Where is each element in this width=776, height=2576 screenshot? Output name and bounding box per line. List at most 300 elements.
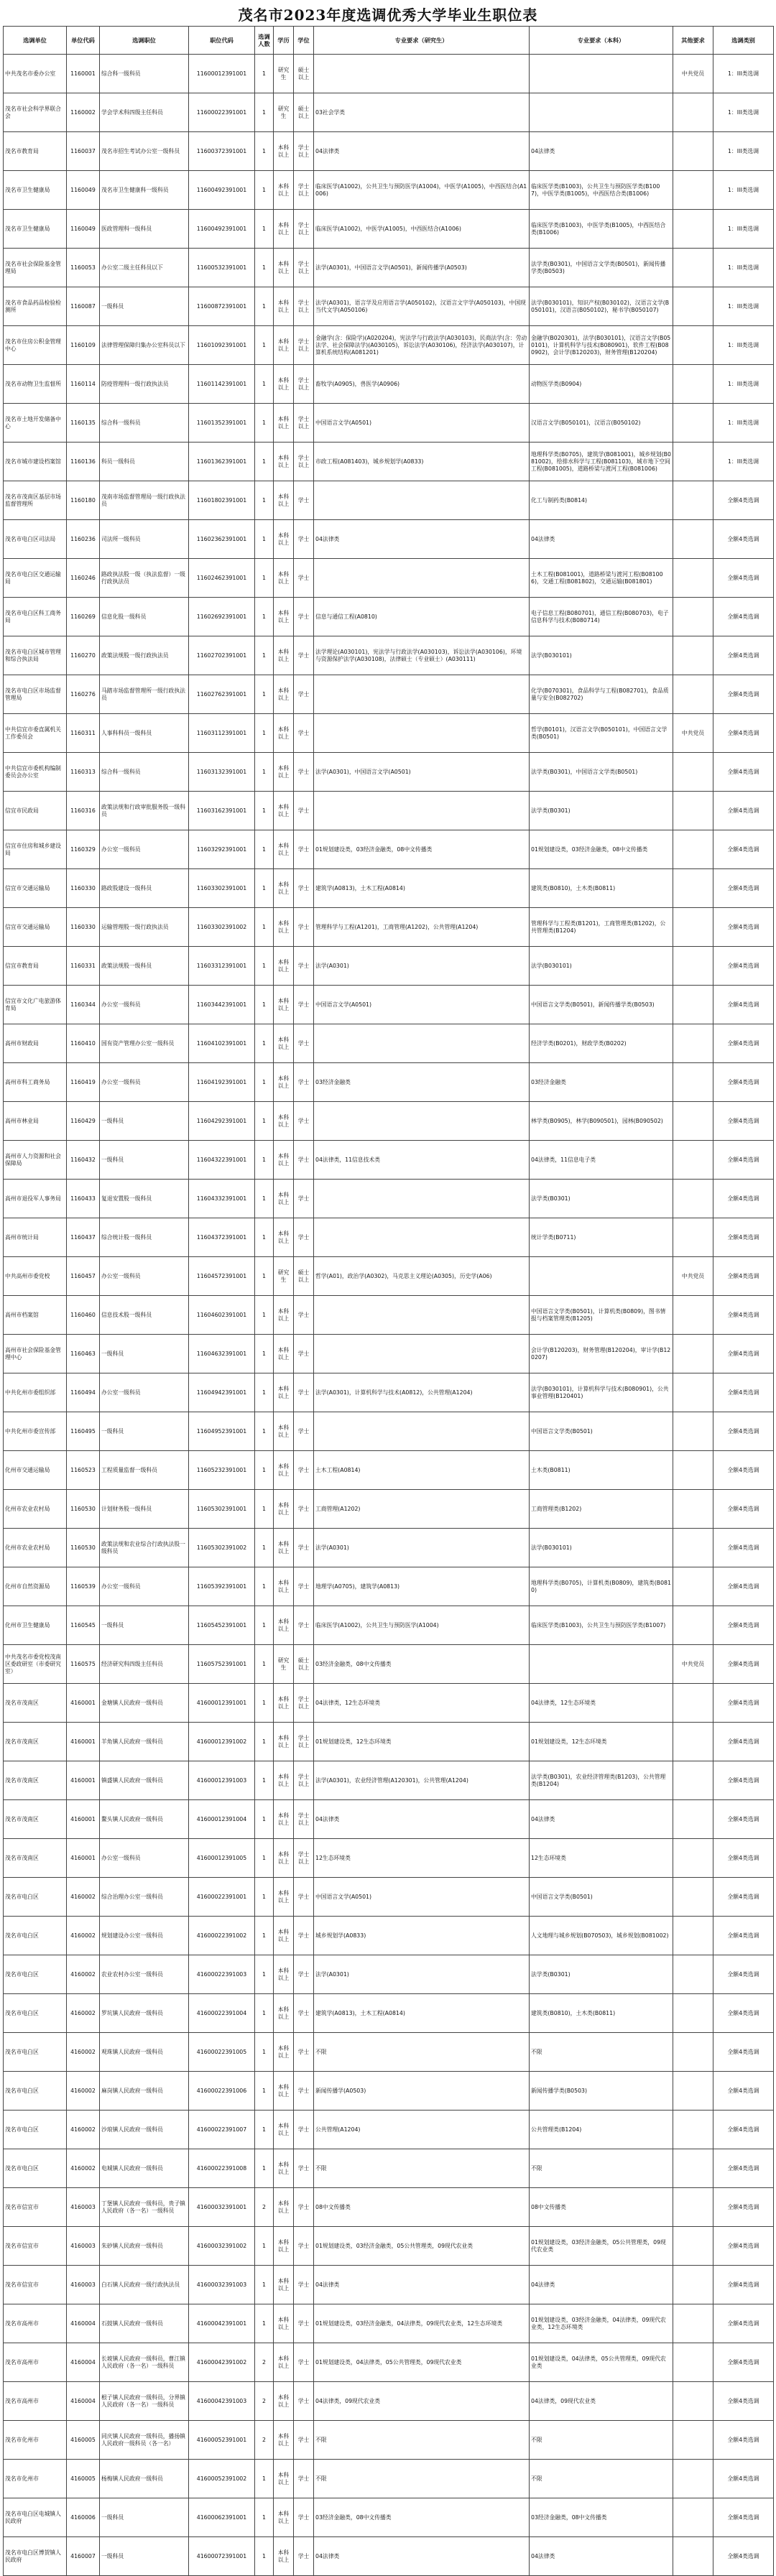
cell-degree: 学士以上: [294, 171, 314, 210]
cell-position-name: 一级科员: [100, 2498, 189, 2537]
cell-other-requirement: [673, 2149, 713, 2188]
cell-position-name: 工程质量监督一级科员: [100, 1451, 189, 1490]
cell-unit-name: 茂名市卫生健康局: [4, 171, 67, 210]
cell-major-undergraduate: 不限: [530, 2149, 673, 2188]
cell-quota: 1: [255, 1373, 274, 1412]
cell-major-graduate: 建筑学(A0813)，土木工程(A0814): [314, 869, 530, 908]
cell-selection-type: 全额4类选调: [713, 830, 774, 869]
cell-position-code: 11600012391001: [189, 55, 255, 93]
cell-other-requirement: [673, 2304, 713, 2343]
cell-other-requirement: [673, 1296, 713, 1335]
cell-unit-name: 中共信宜市委直属机关工作委员会: [4, 714, 67, 753]
cell-quota: 1: [255, 2537, 274, 2576]
cell-position-code: 11604332391001: [189, 1180, 255, 1218]
cell-unit-name: 高州市科工商务局: [4, 1063, 67, 1102]
cell-education: 本科以上: [274, 792, 294, 830]
cell-education: 本科以上: [274, 1102, 294, 1141]
cell-degree: 学士: [294, 2460, 314, 2498]
cell-other-requirement: [673, 2033, 713, 2072]
cell-unit-name: 茂名市电白区: [4, 1994, 67, 2033]
cell-position-name: 经济研究科四级主任科员: [100, 1645, 189, 1684]
cell-other-requirement: [673, 598, 713, 636]
cell-major-undergraduate: 地理科学类(B0705)，建筑学(B081001)，城乡规划(B081002)，给排水科学与工程(B081103)，城市地下空间工程(B081005)，道路桥梁与渡河工程(B081006): [530, 443, 673, 481]
cell-unit-code: 4160004: [67, 2382, 100, 2421]
cell-position-name: 学会学术科四级主任科员: [100, 93, 189, 132]
cell-other-requirement: [673, 2382, 713, 2421]
cell-education: 本科以上: [274, 1917, 294, 1955]
cell-unit-name: 茂名市电白区: [4, 1878, 67, 1917]
cell-unit-name: 信宜市教育局: [4, 947, 67, 986]
cell-degree: 学士: [294, 1412, 314, 1451]
table-row: [4, 1024, 774, 1063]
cell-degree: 学士: [294, 1567, 314, 1606]
cell-position-code: 11600492391001: [189, 171, 255, 210]
cell-position-code: 11604322391001: [189, 1141, 255, 1180]
cell-major-undergraduate: [530, 55, 673, 93]
table-row: [4, 714, 774, 753]
cell-other-requirement: [673, 1412, 713, 1451]
table-row: [4, 1451, 774, 1490]
cell-unit-name: 茂名市电白区: [4, 1955, 67, 1994]
cell-major-undergraduate: 土木工程(B081001)，道路桥梁与渡河工程(B081006)，交通工程(B081802)，交通运输(B081801): [530, 559, 673, 598]
cell-unit-name: 化州市农业农村局: [4, 1529, 67, 1567]
cell-selection-type: 全额4类选调: [713, 636, 774, 675]
cell-degree: 学士以上: [294, 1839, 314, 1878]
cell-quota: 1: [255, 792, 274, 830]
cell-education: 本科以上: [274, 1800, 294, 1839]
cell-other-requirement: [673, 2498, 713, 2537]
cell-major-undergraduate: 地理科学类(B0705)，计算机类(B0809)，建筑类(B0810): [530, 1567, 673, 1606]
cell-position-name: 一级科员: [100, 287, 189, 326]
cell-position-code: 11605302391002: [189, 1529, 255, 1567]
cell-selection-type: 全额4类选调: [713, 1490, 774, 1529]
cell-unit-code: 1160109: [67, 326, 100, 365]
cell-major-graduate: [314, 1412, 530, 1451]
cell-unit-name: 茂名市电白区: [4, 2033, 67, 2072]
cell-degree: 学士: [294, 2188, 314, 2227]
cell-education: 本科以上: [274, 2343, 294, 2382]
cell-major-graduate: [314, 1102, 530, 1141]
cell-degree: 学士: [294, 1529, 314, 1567]
cell-quota: 1: [255, 675, 274, 714]
header-col-education: 学历: [274, 27, 294, 55]
cell-quota: 1: [255, 1994, 274, 2033]
cell-unit-name: 高州市人力资源和社会保障局: [4, 1141, 67, 1180]
cell-selection-type: 全额4类选调: [713, 520, 774, 559]
cell-education: 本科以上: [274, 404, 294, 443]
cell-unit-name: 茂名市电白区: [4, 2111, 67, 2149]
cell-quota: 1: [255, 1102, 274, 1141]
cell-unit-code: 1160087: [67, 287, 100, 326]
cell-education: 本科以上: [274, 2304, 294, 2343]
cell-degree: 学士: [294, 1063, 314, 1102]
cell-unit-name: 茂名市电白区交通运输局: [4, 559, 67, 598]
cell-position-code: 41600072391001: [189, 2537, 255, 2576]
cell-education: 本科以上: [274, 2266, 294, 2304]
cell-selection-type: 全额4类选调: [713, 1800, 774, 1839]
cell-major-undergraduate: [530, 93, 673, 132]
cell-position-code: 41600032391001: [189, 2188, 255, 2227]
cell-unit-code: 1160523: [67, 1451, 100, 1490]
cell-degree: 学士: [294, 1102, 314, 1141]
cell-major-graduate: 01规划建设类，03经济金融类，04法律类，09现代农业类，12生态环境类: [314, 2304, 530, 2343]
table-row: [4, 2304, 774, 2343]
cell-major-undergraduate: [530, 1257, 673, 1296]
cell-other-requirement: [673, 1994, 713, 2033]
cell-major-graduate: [314, 55, 530, 93]
cell-unit-name: 茂名市高州市: [4, 2304, 67, 2343]
table-row: [4, 792, 774, 830]
cell-quota: 1: [255, 830, 274, 869]
cell-major-graduate: 03经济金融类: [314, 1063, 530, 1102]
cell-other-requirement: [673, 1063, 713, 1102]
cell-major-graduate: [314, 481, 530, 520]
cell-major-undergraduate: 法学类(B0301): [530, 1955, 673, 1994]
cell-selection-type: 全额4类选调: [713, 2421, 774, 2460]
cell-education: 本科以上: [274, 1994, 294, 2033]
cell-position-name: 丁堡镇人民政府一级科员，贵子镇人民政府（各一名）一级科员: [100, 2188, 189, 2227]
cell-degree: 学士: [294, 1878, 314, 1917]
cell-position-name: 复退安置股一级科员: [100, 1180, 189, 1218]
cell-major-graduate: 04法律类，12生态环境类: [314, 1684, 530, 1723]
cell-major-undergraduate: 管理科学与工程类(B1201)，工商管理类(B1202)，公共管理类(B1204): [530, 908, 673, 947]
cell-degree: 学士: [294, 986, 314, 1024]
header-col-major-graduate: 专业要求（研究生）: [314, 27, 530, 55]
cell-unit-code: 1160269: [67, 598, 100, 636]
cell-degree: 学士: [294, 1917, 314, 1955]
cell-education: 本科以上: [274, 132, 294, 171]
cell-position-name: 沙琅镇人民政府一级科员: [100, 2111, 189, 2149]
cell-major-graduate: 03经济金融类，08中文传播类: [314, 2498, 530, 2537]
cell-degree: 学士: [294, 1955, 314, 1994]
cell-position-name: 人事科科员一级科员: [100, 714, 189, 753]
cell-major-undergraduate: 01规划建设类，04法律类，05公共管理类，09现代农业类: [530, 2343, 673, 2382]
cell-quota: 1: [255, 1024, 274, 1063]
cell-position-name: 政策法规股一级行政执法员: [100, 636, 189, 675]
cell-selection-type: 全额4类选调: [713, 1257, 774, 1296]
cell-quota: 1: [255, 287, 274, 326]
cell-degree: 学士: [294, 2343, 314, 2382]
cell-position-name: 长坡镇人民政府一级科员，曹江镇人民政府（各一名）一级科员: [100, 2343, 189, 2382]
cell-degree: 学士以上: [294, 1684, 314, 1723]
cell-unit-code: 1160545: [67, 1606, 100, 1645]
cell-education: 本科以上: [274, 1955, 294, 1994]
cell-position-name: 办公室一级科员: [100, 1063, 189, 1102]
cell-major-undergraduate: 08中文传播类: [530, 2188, 673, 2227]
cell-degree: 学士: [294, 2304, 314, 2343]
cell-unit-code: 1160236: [67, 520, 100, 559]
cell-unit-name: 茂名市茂南区: [4, 1723, 67, 1761]
cell-unit-code: 1160530: [67, 1490, 100, 1529]
cell-major-graduate: 04法律类: [314, 2266, 530, 2304]
cell-unit-code: 1160433: [67, 1180, 100, 1218]
cell-unit-code: 1160429: [67, 1102, 100, 1141]
cell-position-code: 41600012391005: [189, 1839, 255, 1878]
cell-position-name: 政策法规股一级科员: [100, 947, 189, 986]
cell-unit-name: 化州市自然资源局: [4, 1567, 67, 1606]
cell-quota: 1: [255, 481, 274, 520]
cell-selection-type: 全额4类选调: [713, 1684, 774, 1723]
cell-education: 本科以上: [274, 636, 294, 675]
cell-unit-name: 茂名市电白区: [4, 1917, 67, 1955]
cell-education: 本科以上: [274, 1567, 294, 1606]
cell-major-graduate: 信息与通信工程(A0810): [314, 598, 530, 636]
cell-education: 本科以上: [274, 908, 294, 947]
cell-position-name: 国有资产管理办公室一级科员: [100, 1024, 189, 1063]
cell-major-undergraduate: 12生态环境类: [530, 1839, 673, 1878]
cell-major-graduate: 临床医学(A1002)，中医学(A1005)，中西医结合(A1006): [314, 210, 530, 249]
cell-selection-type: 全额4类选调: [713, 1529, 774, 1567]
cell-quota: 2: [255, 2421, 274, 2460]
cell-degree: 学士: [294, 830, 314, 869]
cell-major-undergraduate: 金融学(B020301)，法学(B030101)，汉语言文学(B050101)，计算机科学与技术(B080901)，软件工程(B080902)，会计学(B120203)，财务管理(B120204): [530, 326, 673, 365]
cell-position-name: 石鼓镇人民政府一级科员: [100, 2304, 189, 2343]
cell-education: 本科以上: [274, 1606, 294, 1645]
cell-other-requirement: [673, 947, 713, 986]
cell-unit-code: 1160037: [67, 132, 100, 171]
cell-major-undergraduate: 建筑类(B0810)，土木类(B0811): [530, 1994, 673, 2033]
cell-selection-type: 全额4类选调: [713, 1218, 774, 1257]
cell-degree: 学士: [294, 792, 314, 830]
table-row: [4, 2343, 774, 2382]
cell-education: 本科以上: [274, 1723, 294, 1761]
cell-unit-name: 中共化州市委宣传部: [4, 1412, 67, 1451]
cell-unit-code: 1160135: [67, 404, 100, 443]
table-row: [4, 559, 774, 598]
cell-position-name: 办公室一级科员: [100, 1373, 189, 1412]
cell-position-code: 41600012391003: [189, 1761, 255, 1800]
table-row: [4, 1180, 774, 1218]
cell-selection-type: 1：III类选调: [713, 326, 774, 365]
table-row: [4, 1412, 774, 1451]
cell-degree: 学士: [294, 1373, 314, 1412]
cell-other-requirement: 中共党员: [673, 1257, 713, 1296]
cell-unit-code: 1160575: [67, 1645, 100, 1684]
cell-degree: 学士: [294, 481, 314, 520]
cell-selection-type: 全额4类选调: [713, 714, 774, 753]
cell-selection-type: 1：III类选调: [713, 171, 774, 210]
cell-education: 本科以上: [274, 2537, 294, 2576]
cell-major-graduate: 01规划建设类，03经济金融类，05公共管理类，09现代农业类: [314, 2227, 530, 2266]
cell-unit-code: 4160003: [67, 2266, 100, 2304]
cell-degree: 学士以上: [294, 1723, 314, 1761]
cell-position-code: 11604102391001: [189, 1024, 255, 1063]
cell-position-name: 一级科员: [100, 1412, 189, 1451]
cell-unit-code: 4160001: [67, 1684, 100, 1723]
cell-position-name: 一级科员: [100, 2537, 189, 2576]
cell-major-undergraduate: 01规划建设类，03经济金融类，08中文传播类: [530, 830, 673, 869]
table-row: [4, 2537, 774, 2576]
cell-selection-type: 1：III类选调: [713, 287, 774, 326]
table-row: [4, 2072, 774, 2111]
cell-major-undergraduate: 临床医学类(B1003)，公共卫生与预防医学类(B1007): [530, 1606, 673, 1645]
cell-education: 本科以上: [274, 2111, 294, 2149]
cell-position-code: 11603312391001: [189, 947, 255, 986]
table-row: [4, 481, 774, 520]
cell-degree: 学士: [294, 1606, 314, 1645]
table-row: [4, 171, 774, 210]
cell-education: 本科以上: [274, 2382, 294, 2421]
page-title: 茂名市2023年度选调优秀大学毕业生职位表: [238, 6, 538, 24]
cell-education: 本科以上: [274, 1490, 294, 1529]
cell-major-graduate: 金融学(含：保险学)(A020204)，宪法学与行政法学(A030103)，民商法学(含：劳动法学、社会保障法学)(A030105)，诉讼法学(A030106)，经济法学(A030107)，计算机系统结构(A081201): [314, 326, 530, 365]
cell-other-requirement: [673, 1490, 713, 1529]
cell-selection-type: 全额4类选调: [713, 1373, 774, 1412]
cell-position-code: 11604942391001: [189, 1373, 255, 1412]
cell-unit-code: 1160419: [67, 1063, 100, 1102]
cell-other-requirement: [673, 1373, 713, 1412]
cell-position-code: 41600042391001: [189, 2304, 255, 2343]
cell-unit-code: 1160049: [67, 171, 100, 210]
cell-unit-name: 茂名市卫生健康局: [4, 210, 67, 249]
cell-selection-type: 全额4类选调: [713, 1335, 774, 1373]
table-row: [4, 1955, 774, 1994]
cell-education: 本科以上: [274, 947, 294, 986]
cell-quota: 1: [255, 1723, 274, 1761]
cell-selection-type: 全额4类选调: [713, 1878, 774, 1917]
cell-position-name: 办公室一级科员: [100, 1257, 189, 1296]
cell-major-graduate: 哲学(A01)，政治学(A0302)，马克思主义理论(A0305)，历史学(A06): [314, 1257, 530, 1296]
cell-quota: 1: [255, 1684, 274, 1723]
cell-quota: 1: [255, 1955, 274, 1994]
cell-degree: 学士: [294, 2111, 314, 2149]
table-row: [4, 287, 774, 326]
cell-position-name: 同庆镇人民政府一级科员，播扬镇人民政府一级科员（各一名）: [100, 2421, 189, 2460]
cell-selection-type: 全额4类选调: [713, 1024, 774, 1063]
cell-position-name: 一级科员: [100, 1102, 189, 1141]
cell-major-graduate: [314, 792, 530, 830]
cell-other-requirement: [673, 1878, 713, 1917]
cell-quota: 1: [255, 598, 274, 636]
table-row: [4, 1218, 774, 1257]
cell-selection-type: 全额4类选调: [713, 1955, 774, 1994]
cell-education: 研究生: [274, 1645, 294, 1684]
table-row: [4, 1529, 774, 1567]
cell-other-requirement: [673, 559, 713, 598]
cell-selection-type: 全额4类选调: [713, 2111, 774, 2149]
table-row: [4, 2188, 774, 2227]
cell-position-code: 41600012391004: [189, 1800, 255, 1839]
cell-unit-code: 1160049: [67, 210, 100, 249]
cell-major-graduate: 临床医学(A1002)，公共卫生与预防医学(A1004): [314, 1606, 530, 1645]
cell-unit-code: 1160539: [67, 1567, 100, 1606]
cell-position-code: 11604602391001: [189, 1296, 255, 1335]
cell-unit-name: 茂名市信宜市: [4, 2266, 67, 2304]
cell-unit-name: 茂名市化州市: [4, 2460, 67, 2498]
cell-unit-code: 4160001: [67, 1839, 100, 1878]
cell-selection-type: 1：III类选调: [713, 93, 774, 132]
cell-degree: 学士以上: [294, 404, 314, 443]
cell-other-requirement: [673, 636, 713, 675]
cell-other-requirement: [673, 404, 713, 443]
table-row: [4, 869, 774, 908]
cell-major-undergraduate: 新闻传播学类(B0503): [530, 2072, 673, 2111]
cell-quota: 1: [255, 2266, 274, 2304]
cell-major-undergraduate: 04法律类，11信息电子类: [530, 1141, 673, 1180]
cell-selection-type: 全额4类选调: [713, 2498, 774, 2537]
cell-position-code: 11600532391001: [189, 249, 255, 287]
cell-selection-type: 全额4类选调: [713, 1180, 774, 1218]
cell-unit-code: 4160005: [67, 2421, 100, 2460]
cell-education: 本科以上: [274, 1412, 294, 1451]
cell-quota: 1: [255, 1917, 274, 1955]
cell-position-code: 11605452391001: [189, 1606, 255, 1645]
cell-major-graduate: 不限: [314, 2460, 530, 2498]
cell-major-undergraduate: 04法律类，09现代农业类: [530, 2382, 673, 2421]
cell-other-requirement: [673, 2421, 713, 2460]
cell-other-requirement: [673, 481, 713, 520]
cell-other-requirement: [673, 520, 713, 559]
cell-position-name: 防疫管理科一级行政执法员: [100, 365, 189, 404]
cell-major-graduate: 12生态环境类: [314, 1839, 530, 1878]
cell-major-undergraduate: 临床医学类(B1003)，公共卫生与预防医学类(B1007)，中医学类(B1005)，中西医结合类(B1006): [530, 171, 673, 210]
header-col-major-undergraduate: 专业要求（本科）: [530, 27, 673, 55]
cell-degree: 学士: [294, 1218, 314, 1257]
cell-position-code: 11605302391001: [189, 1490, 255, 1529]
cell-position-code: 11603112391001: [189, 714, 255, 753]
cell-position-code: 11603162391001: [189, 792, 255, 830]
cell-degree: 学士: [294, 2382, 314, 2421]
cell-major-undergraduate: 汉语言文学(B050101)，汉语言(B050102): [530, 404, 673, 443]
cell-degree: 学士: [294, 1994, 314, 2033]
cell-selection-type: 1：III类选调: [713, 404, 774, 443]
cell-position-code: 41600052391001: [189, 2421, 255, 2460]
cell-unit-code: 4160002: [67, 2149, 100, 2188]
cell-degree: 学士: [294, 2537, 314, 2576]
cell-quota: 1: [255, 1257, 274, 1296]
cell-position-name: 马踏市场监督管理所一级行政执法员: [100, 675, 189, 714]
cell-position-code: 11604292391001: [189, 1102, 255, 1141]
cell-position-name: 路政执法股一级（执法监督）一级行政执法员: [100, 559, 189, 598]
cell-unit-name: 高州市财政局: [4, 1024, 67, 1063]
cell-unit-code: 1160316: [67, 792, 100, 830]
cell-quota: 1: [255, 2498, 274, 2537]
cell-major-graduate: 地理学(A0705)，建筑学(A0813): [314, 1567, 530, 1606]
cell-other-requirement: [673, 1024, 713, 1063]
cell-quota: 2: [255, 2382, 274, 2421]
cell-selection-type: 1：III类选调: [713, 443, 774, 481]
cell-unit-name: 茂名市电白区司法局: [4, 520, 67, 559]
cell-other-requirement: [673, 1723, 713, 1761]
cell-quota: 1: [255, 1180, 274, 1218]
cell-unit-code: 4160001: [67, 1761, 100, 1800]
cell-quota: 1: [255, 986, 274, 1024]
cell-education: 本科以上: [274, 1878, 294, 1917]
cell-major-undergraduate: 03经济金融类: [530, 1063, 673, 1102]
table-row: [4, 1373, 774, 1412]
cell-unit-code: 1160460: [67, 1296, 100, 1335]
cell-degree: 学士: [294, 753, 314, 792]
cell-education: 本科以上: [274, 365, 294, 404]
cell-selection-type: 全额4类选调: [713, 2382, 774, 2421]
cell-major-undergraduate: 法学类(B0301): [530, 792, 673, 830]
cell-unit-name: 茂名市食品药品检验检测所: [4, 287, 67, 326]
cell-major-undergraduate: 中国语言文学类(B0501): [530, 1878, 673, 1917]
cell-major-graduate: 管理科学与工程(A1201)，工商管理(A1202)，公共管理(A1204): [314, 908, 530, 947]
cell-position-code: 11604192391001: [189, 1063, 255, 1102]
table-row: [4, 132, 774, 171]
cell-degree: 学士: [294, 869, 314, 908]
cell-unit-name: 高州市林业局: [4, 1102, 67, 1141]
cell-major-graduate: 城乡规划学(A0833): [314, 1917, 530, 1955]
cell-selection-type: 1：III类选调: [713, 210, 774, 249]
cell-quota: 1: [255, 93, 274, 132]
cell-position-code: 11600872391001: [189, 287, 255, 326]
cell-major-graduate: 不限: [314, 2421, 530, 2460]
cell-major-graduate: [314, 1024, 530, 1063]
cell-other-requirement: [673, 869, 713, 908]
cell-unit-code: 1160002: [67, 93, 100, 132]
